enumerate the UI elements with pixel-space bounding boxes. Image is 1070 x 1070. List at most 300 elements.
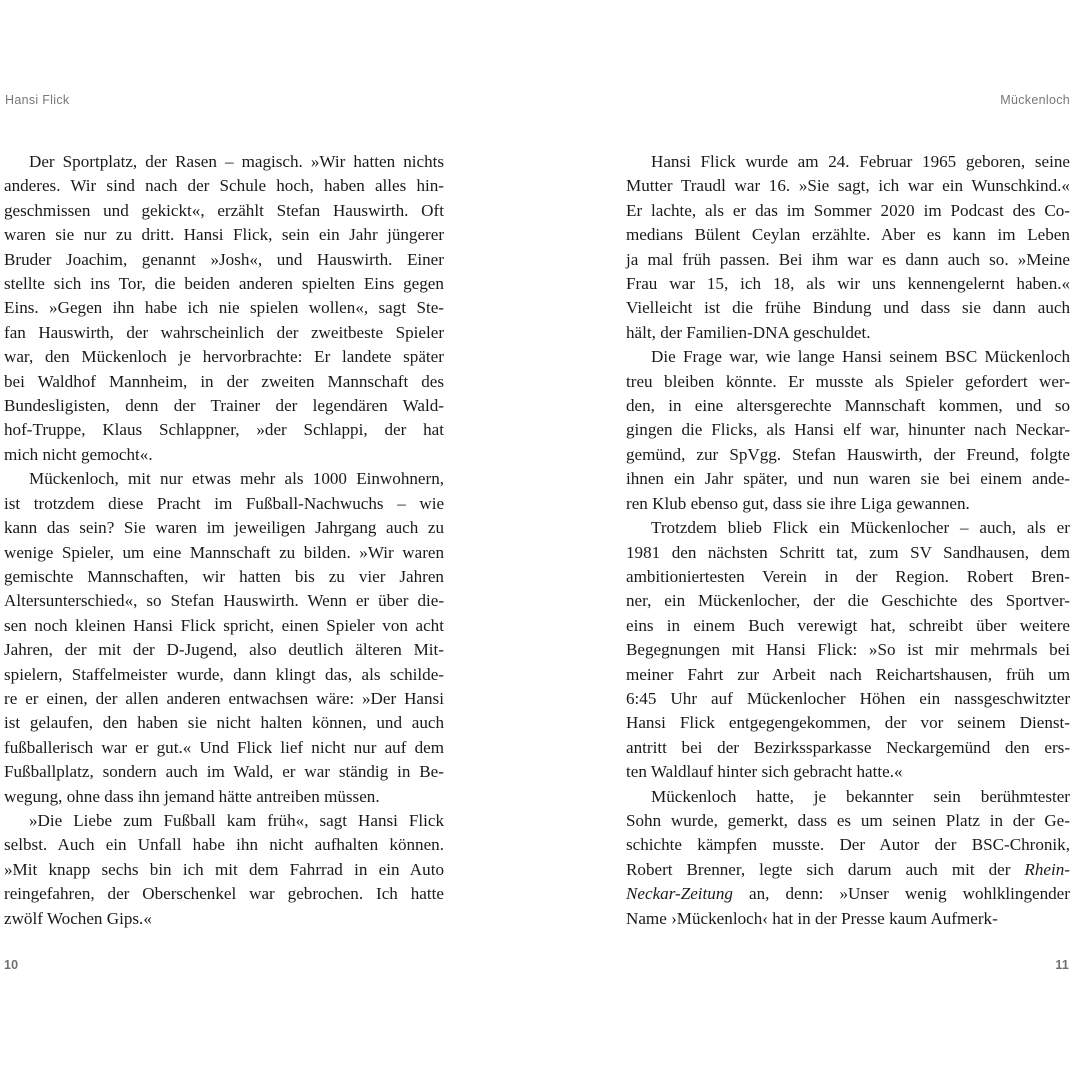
word: jeweiligen bbox=[234, 518, 306, 538]
word: kaum bbox=[889, 908, 928, 928]
word: Auto bbox=[409, 859, 444, 879]
word: ein bbox=[942, 176, 964, 196]
word: wäre: bbox=[316, 688, 355, 708]
word: bis bbox=[294, 566, 315, 586]
word: war, bbox=[4, 347, 34, 367]
text-line bbox=[4, 394, 444, 418]
text-line bbox=[4, 565, 444, 589]
word: Eins. bbox=[4, 298, 39, 318]
text-line bbox=[626, 589, 1070, 613]
word: bei bbox=[1049, 640, 1070, 660]
word: ande- bbox=[1032, 469, 1070, 489]
word: im bbox=[214, 493, 233, 513]
word: wir bbox=[837, 274, 861, 294]
word: Buch bbox=[748, 615, 785, 635]
word: in bbox=[397, 762, 411, 782]
word: gemocht«. bbox=[80, 444, 153, 464]
word: in bbox=[200, 371, 214, 391]
word: und bbox=[1015, 396, 1042, 416]
word: Einwohnern, bbox=[356, 469, 445, 489]
text-line bbox=[4, 516, 444, 540]
word: Fußball-Nachwuchs bbox=[245, 493, 384, 513]
word: mit bbox=[98, 640, 122, 660]
text-line bbox=[626, 760, 1070, 784]
word: er bbox=[282, 762, 296, 782]
word: allen bbox=[125, 688, 159, 708]
word: stellte bbox=[4, 274, 45, 294]
word: mir bbox=[934, 640, 959, 660]
word: wahrscheinlich bbox=[160, 322, 265, 342]
word: Mit- bbox=[413, 640, 444, 660]
text-line bbox=[626, 785, 1070, 809]
word: Flick bbox=[237, 737, 273, 757]
word: ten bbox=[626, 762, 647, 782]
word: acht bbox=[415, 615, 444, 635]
word: sechs bbox=[101, 859, 139, 879]
text-line bbox=[626, 687, 1070, 711]
text-line bbox=[626, 394, 1070, 418]
word: Waldhof bbox=[37, 371, 96, 391]
word: der bbox=[814, 908, 837, 928]
word: nur bbox=[159, 469, 183, 489]
text-line bbox=[4, 174, 444, 198]
text-line bbox=[4, 272, 444, 296]
word: habe bbox=[192, 835, 225, 855]
word: habe bbox=[144, 298, 178, 318]
word: eine bbox=[152, 542, 182, 562]
word: Wir bbox=[70, 176, 97, 196]
text-line bbox=[4, 638, 444, 662]
word: mit bbox=[731, 640, 755, 660]
word: können, bbox=[312, 713, 367, 733]
word: nur bbox=[353, 737, 377, 757]
text-column-left bbox=[4, 150, 444, 931]
word: Trotzdem bbox=[651, 518, 717, 538]
text-line bbox=[4, 345, 444, 369]
text-line bbox=[4, 858, 444, 882]
text-line bbox=[626, 565, 1070, 589]
word: der bbox=[145, 152, 168, 171]
word: sagt bbox=[319, 810, 348, 830]
text-line bbox=[626, 833, 1070, 857]
text-line bbox=[4, 589, 444, 613]
word: er bbox=[135, 737, 149, 757]
word: zu bbox=[279, 542, 296, 562]
text-line bbox=[4, 614, 444, 638]
word: auch bbox=[1037, 298, 1070, 318]
page-number-right: 11 bbox=[1055, 958, 1069, 972]
word: gemerkt, bbox=[727, 810, 788, 830]
word: der bbox=[933, 444, 956, 464]
word: ständig bbox=[338, 762, 389, 782]
word: könnte. bbox=[725, 371, 777, 391]
word: SpVgg. bbox=[729, 444, 782, 464]
word: Hauswirth, bbox=[846, 444, 923, 464]
word: kommen, bbox=[938, 396, 1003, 416]
word: gewannen. bbox=[896, 493, 970, 513]
word: ein bbox=[318, 225, 340, 245]
text-line bbox=[4, 760, 444, 784]
word: darum bbox=[847, 859, 892, 879]
italic-text bbox=[1024, 860, 1070, 879]
word: ins bbox=[90, 274, 111, 294]
word: einen, bbox=[46, 688, 88, 708]
word: Schritt bbox=[779, 542, 825, 562]
text-line bbox=[626, 736, 1070, 760]
word: der bbox=[384, 420, 407, 440]
word: treu bbox=[626, 371, 653, 391]
word: der bbox=[813, 591, 835, 611]
word: Mückenloch, bbox=[29, 469, 119, 489]
word: im bbox=[997, 225, 1016, 245]
word: als bbox=[874, 371, 894, 391]
word: des bbox=[1012, 200, 1036, 220]
word: musste. bbox=[772, 835, 825, 855]
word: dritt. bbox=[141, 225, 175, 245]
word: BSC bbox=[944, 347, 978, 367]
text-line bbox=[626, 541, 1070, 565]
word: anderen bbox=[166, 688, 221, 708]
word: als bbox=[766, 420, 786, 440]
word: jemand bbox=[164, 786, 215, 806]
word: der bbox=[126, 322, 149, 342]
word: Tor, bbox=[118, 274, 146, 294]
word: müssen. bbox=[324, 786, 380, 806]
word: in bbox=[354, 859, 368, 879]
word: lange bbox=[797, 347, 835, 367]
word: Unfall bbox=[137, 835, 182, 855]
word: Familien-DNA bbox=[686, 322, 789, 342]
word: diese bbox=[108, 493, 144, 513]
word: hin- bbox=[416, 176, 444, 196]
word: und bbox=[376, 713, 403, 733]
word: mehrmals bbox=[970, 640, 1038, 660]
word: zweitbeste bbox=[310, 322, 384, 342]
word: an, bbox=[748, 884, 770, 904]
word: der bbox=[64, 640, 87, 660]
word: sich bbox=[53, 274, 82, 294]
word: Waldlauf bbox=[650, 762, 714, 782]
word: Ceylan bbox=[751, 225, 801, 245]
word: den, bbox=[626, 396, 655, 416]
word: Jahrgang bbox=[315, 518, 377, 538]
word: der bbox=[95, 688, 118, 708]
word: sondern bbox=[102, 762, 157, 782]
word: dem bbox=[249, 859, 279, 879]
word: hatte, bbox=[756, 786, 794, 806]
text-column-right bbox=[626, 150, 1070, 931]
word: dem bbox=[414, 737, 444, 757]
word: Vielleicht bbox=[626, 298, 693, 318]
word: über bbox=[378, 591, 409, 611]
word: entwachsen bbox=[228, 688, 309, 708]
word: Co- bbox=[1044, 200, 1070, 220]
word: seinen bbox=[892, 810, 937, 830]
word: berühmtester bbox=[980, 786, 1070, 806]
word: älteren bbox=[355, 640, 402, 660]
word: wurde bbox=[745, 152, 789, 171]
word: bei bbox=[681, 737, 703, 757]
word: dass bbox=[772, 493, 803, 513]
word: Mückenloch bbox=[984, 347, 1070, 367]
word: Jahr bbox=[349, 225, 378, 245]
word: ja bbox=[626, 249, 639, 269]
word: gingen bbox=[626, 420, 673, 440]
word: seine bbox=[1034, 152, 1070, 171]
word: Stefan bbox=[792, 444, 836, 464]
text-line bbox=[626, 345, 1070, 369]
word: Rasen bbox=[175, 152, 217, 171]
word: sie bbox=[187, 713, 207, 733]
text-line bbox=[626, 614, 1070, 638]
word: Er bbox=[314, 347, 331, 367]
word: hinter bbox=[717, 762, 758, 782]
word: sagt, bbox=[837, 176, 870, 196]
running-head-right: Mückenloch bbox=[1000, 93, 1070, 107]
word: der bbox=[187, 176, 210, 196]
page-number-left: 10 bbox=[4, 958, 19, 972]
text-line bbox=[626, 321, 1070, 345]
word: ihre bbox=[829, 493, 857, 513]
word: »Gegen bbox=[49, 298, 103, 318]
word: sein? bbox=[79, 518, 115, 538]
word: alles bbox=[374, 176, 407, 196]
word: Klub bbox=[652, 493, 687, 513]
word: Wochen bbox=[46, 908, 103, 928]
word: er bbox=[355, 591, 370, 611]
text-line bbox=[626, 907, 1070, 931]
word: Schule bbox=[219, 176, 267, 196]
word: uns bbox=[871, 274, 896, 294]
word: Mückenlocher bbox=[746, 688, 846, 708]
word: klingt bbox=[275, 664, 316, 684]
word: blieb bbox=[727, 518, 762, 538]
word: Hansi bbox=[358, 810, 398, 830]
word: in bbox=[666, 615, 681, 635]
word: Autor bbox=[879, 835, 920, 855]
word: jüngerer bbox=[387, 225, 445, 245]
word: Spieler bbox=[395, 322, 445, 342]
text-line bbox=[626, 150, 1070, 174]
word: sein bbox=[933, 786, 961, 806]
word: die bbox=[681, 420, 703, 440]
word: Staffelmeister bbox=[71, 664, 168, 684]
word: haben bbox=[137, 713, 179, 733]
word: nassgeschwitzter bbox=[954, 688, 1070, 708]
word: Stefan bbox=[276, 200, 321, 220]
paragraph bbox=[626, 785, 1070, 931]
word: zu bbox=[427, 518, 445, 538]
word: Sandhausen, bbox=[943, 542, 1030, 562]
word: 1981 bbox=[626, 542, 661, 562]
word: Begegnungen bbox=[626, 640, 720, 660]
word: deutlich bbox=[288, 640, 344, 660]
word: einem bbox=[980, 469, 1023, 489]
word: mit bbox=[951, 859, 975, 879]
word: Schlappi, bbox=[303, 420, 368, 440]
word: nach bbox=[145, 176, 178, 196]
word: Hauswirth. bbox=[223, 591, 299, 611]
word: den bbox=[1004, 737, 1030, 757]
word: Mückenlocher, bbox=[697, 591, 801, 611]
word: – bbox=[397, 493, 406, 513]
word: »So bbox=[868, 640, 896, 660]
word: Flick bbox=[679, 713, 715, 733]
word: BSC-Chronik, bbox=[971, 835, 1070, 855]
word: ein bbox=[105, 835, 127, 855]
word: kann bbox=[952, 225, 986, 245]
text-line bbox=[4, 370, 444, 394]
word: er bbox=[1056, 518, 1070, 538]
word: fußballerisch bbox=[4, 737, 94, 757]
word: ihn bbox=[137, 786, 160, 806]
word: der bbox=[276, 322, 299, 342]
word: kennengelernt bbox=[907, 274, 1005, 294]
word: sie bbox=[920, 469, 940, 489]
word: 18, bbox=[772, 274, 795, 294]
word: ist bbox=[907, 640, 924, 660]
word: SV bbox=[910, 542, 932, 562]
word: kämpfen bbox=[697, 835, 758, 855]
word: Verein bbox=[762, 566, 807, 586]
word: lief bbox=[280, 737, 304, 757]
word: in bbox=[797, 908, 811, 928]
word: es bbox=[926, 225, 942, 245]
word: Spieler bbox=[326, 615, 375, 635]
text-line bbox=[626, 516, 1070, 540]
word: eine bbox=[694, 396, 724, 416]
word: seinem bbox=[889, 347, 938, 367]
word: bleiben bbox=[664, 371, 715, 391]
word: nie bbox=[218, 298, 240, 318]
word: hinunter bbox=[908, 420, 966, 440]
word: um bbox=[1048, 664, 1070, 684]
text-line bbox=[626, 638, 1070, 662]
word: nun bbox=[833, 469, 859, 489]
word: Er bbox=[626, 200, 643, 220]
word: einen bbox=[281, 615, 319, 635]
word: Aber bbox=[880, 225, 916, 245]
word: kam bbox=[226, 810, 257, 830]
word: später, bbox=[743, 469, 788, 489]
word: um bbox=[860, 810, 883, 830]
word: zweiten bbox=[261, 371, 315, 391]
word: der bbox=[717, 737, 739, 757]
word: waren bbox=[402, 542, 445, 562]
word: er bbox=[732, 200, 747, 220]
word: hervorbrachte: bbox=[202, 347, 303, 367]
word: Spieler, bbox=[61, 542, 114, 562]
word: über bbox=[976, 615, 1007, 635]
word: Der bbox=[29, 152, 55, 171]
word: Februar bbox=[859, 152, 913, 171]
text-line bbox=[4, 150, 444, 174]
word: elf bbox=[843, 420, 862, 440]
word: in bbox=[668, 396, 682, 416]
word: war bbox=[101, 737, 128, 757]
text-line bbox=[626, 882, 1070, 906]
word: Hansi bbox=[765, 640, 806, 660]
word: Altersunterschied«, bbox=[4, 591, 138, 611]
word: mit bbox=[214, 859, 238, 879]
word: Rhein- bbox=[1024, 859, 1070, 879]
word: medians bbox=[626, 225, 683, 245]
word: legte bbox=[759, 859, 793, 879]
word: und bbox=[103, 200, 129, 220]
word: Geschichte bbox=[881, 591, 958, 611]
word: Schlappner, bbox=[159, 420, 240, 440]
word: war bbox=[669, 274, 695, 294]
word: gegen bbox=[403, 274, 444, 294]
word: denn bbox=[125, 396, 159, 416]
word: Gips.« bbox=[106, 908, 152, 928]
word: Fahrrad bbox=[289, 859, 343, 879]
word: als bbox=[806, 274, 826, 294]
word: musste bbox=[815, 371, 864, 391]
word: der bbox=[1012, 810, 1035, 830]
word: Ich bbox=[376, 884, 398, 904]
word: in bbox=[824, 566, 838, 586]
word: spricht, bbox=[223, 615, 275, 635]
word: Der bbox=[839, 835, 866, 855]
word: dass bbox=[104, 786, 134, 806]
word: antreiben bbox=[256, 786, 320, 806]
word: hatten bbox=[353, 152, 396, 171]
word: dem bbox=[1040, 542, 1070, 562]
word: hatten bbox=[239, 566, 281, 586]
word: wollen«, bbox=[308, 298, 369, 318]
word: Joachim, bbox=[66, 249, 128, 269]
word: und bbox=[883, 298, 909, 318]
word: können. bbox=[389, 835, 444, 855]
word: früh«, bbox=[267, 810, 309, 830]
word: wie bbox=[765, 347, 791, 367]
word: Auch bbox=[57, 835, 95, 855]
word: ner, bbox=[626, 591, 652, 611]
word: ohne bbox=[66, 786, 100, 806]
word: Bindung bbox=[812, 298, 872, 318]
word: nicht bbox=[216, 713, 251, 733]
word: Podcast bbox=[950, 200, 1004, 220]
word: von bbox=[382, 615, 408, 635]
word: zum bbox=[869, 542, 899, 562]
word: im bbox=[206, 518, 225, 538]
word: schilde- bbox=[389, 664, 445, 684]
word: Jahren bbox=[399, 566, 444, 586]
word: geboren, bbox=[965, 152, 1026, 171]
word: früh bbox=[1005, 664, 1035, 684]
word: ich bbox=[740, 274, 762, 294]
word: »Mit bbox=[4, 859, 38, 879]
word: Eins bbox=[363, 274, 395, 294]
word: war bbox=[249, 884, 275, 904]
word: das bbox=[755, 200, 778, 220]
text-line bbox=[626, 663, 1070, 687]
word: Fußball bbox=[163, 810, 216, 830]
word: nicht bbox=[269, 835, 304, 855]
word: nichts bbox=[403, 152, 445, 171]
word: Region. bbox=[895, 566, 949, 586]
word: als bbox=[705, 200, 725, 220]
word: und bbox=[276, 249, 303, 269]
word: passen. bbox=[719, 249, 770, 269]
text-line bbox=[626, 467, 1070, 491]
word: 24. bbox=[828, 152, 850, 171]
word: – bbox=[224, 152, 234, 171]
word: spielten bbox=[301, 274, 355, 294]
word: wurde, bbox=[670, 810, 718, 830]
word: noch bbox=[34, 615, 68, 635]
